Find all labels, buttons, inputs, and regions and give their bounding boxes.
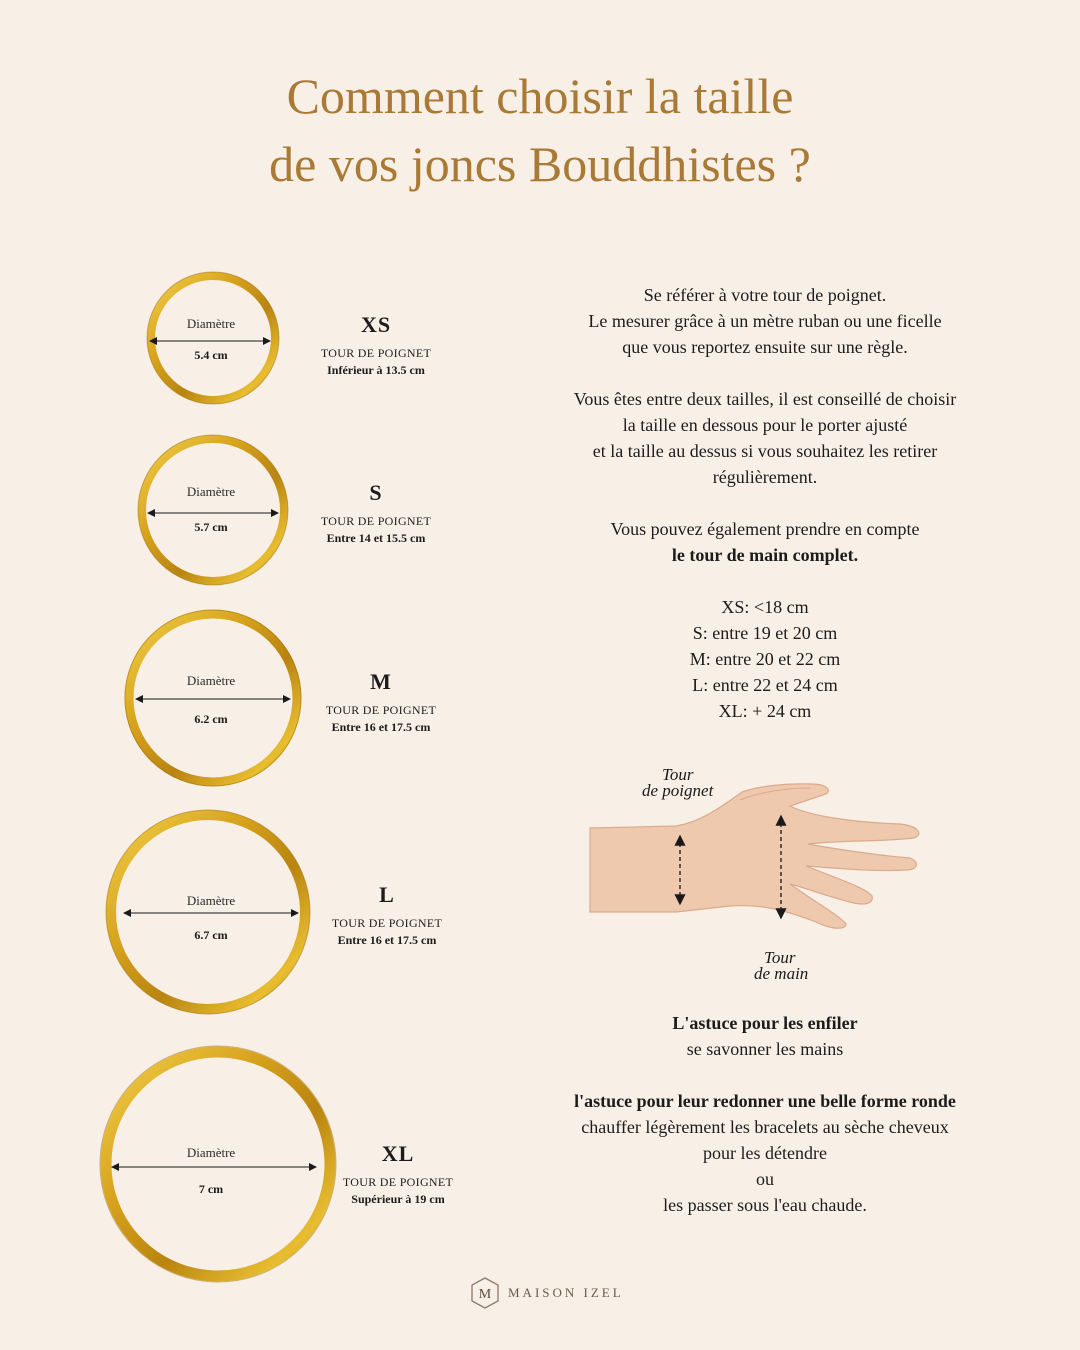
bangle-l xyxy=(106,810,310,1014)
size-xl xyxy=(313,1141,483,1207)
size-caption: TOUR DE POIGNET xyxy=(325,703,437,717)
title-line-2: de vos joncs Bouddhistes ? xyxy=(269,136,811,192)
size-caption: TOUR DE POIGNET xyxy=(331,916,443,930)
tip-title: L'astuce pour les enfiler xyxy=(672,1013,858,1033)
size-l xyxy=(302,882,472,948)
hand-size-s: S: entre 19 et 20 cm xyxy=(692,623,838,643)
size-range: Inférieur à 13.5 cm xyxy=(327,363,425,377)
size-xs xyxy=(291,312,461,378)
hand-size-l: L: entre 22 et 24 cm xyxy=(692,675,838,695)
tip-text: les passer sous l'eau chaude. xyxy=(663,1195,867,1215)
size-code: XS xyxy=(360,312,392,337)
wrist-label-line: de poignet xyxy=(642,781,714,800)
diameter-value-xl: 7 cm xyxy=(198,1182,224,1196)
bangle-s xyxy=(138,435,288,585)
diameter-label-xl: Diamètre xyxy=(186,1145,236,1160)
diameter-label-xs: Diamètre xyxy=(186,316,236,331)
guide-text: Vous pouvez également prendre en compte xyxy=(610,519,920,539)
guide-text: et la taille au dessus si vous souhaitez les retirer xyxy=(592,441,938,461)
hand-illustration xyxy=(590,781,919,928)
size-code: S xyxy=(369,480,383,505)
guide-text: Se référer à votre tour de poignet. xyxy=(643,285,887,305)
guide-text-bold: le tour de main complet. xyxy=(671,545,859,565)
hand-label-line: de main xyxy=(754,964,809,983)
size-code: XL xyxy=(381,1141,415,1166)
hand-label-line: Tour xyxy=(764,948,796,967)
size-range: Entre 14 et 15.5 cm xyxy=(326,531,426,545)
diameter-value-l: 6.7 cm xyxy=(194,928,228,942)
size-m xyxy=(296,669,466,735)
wrist-label-line: Tour xyxy=(662,765,694,784)
svg-text:M: M xyxy=(478,1287,492,1302)
tips xyxy=(520,1010,1010,1218)
tip-text: chauffer légèrement les bracelets au sèche cheveux xyxy=(581,1117,949,1137)
size-range: Entre 16 et 17.5 cm xyxy=(331,720,431,734)
hand-size-xs: XS: <18 cm xyxy=(721,597,809,617)
bangle-xs xyxy=(147,272,279,404)
brand-name: MAISON IZEL xyxy=(508,1285,624,1300)
size-s xyxy=(291,480,461,546)
diameter-label-m: Diamètre xyxy=(186,673,236,688)
tip-text: ou xyxy=(756,1169,774,1189)
hand-size-xl: XL: + 24 cm xyxy=(718,701,812,721)
guide-text: que vous reportez ensuite sur une règle. xyxy=(622,337,908,357)
guide-text: régulièrement. xyxy=(712,467,818,487)
hand-label xyxy=(754,948,809,983)
diameter-label-l: Diamètre xyxy=(186,893,236,908)
tip-title: l'astuce pour leur redonner une belle forme ronde xyxy=(574,1091,956,1111)
size-caption: TOUR DE POIGNET xyxy=(320,346,432,360)
size-code: M xyxy=(370,669,392,694)
bangle-m xyxy=(125,610,301,786)
sizing-guide xyxy=(520,282,1010,724)
size-range: Supérieur à 19 cm xyxy=(351,1192,445,1206)
wrist-label xyxy=(642,765,714,800)
size-code: L xyxy=(379,882,395,907)
guide-text: la taille en dessous pour le porter ajusté xyxy=(622,415,908,435)
guide-text: Le mesurer grâce à un mètre ruban ou une ficelle xyxy=(588,311,942,331)
bangle-xl xyxy=(100,1046,336,1282)
diameter-value-m: 6.2 cm xyxy=(194,712,228,726)
size-range: Entre 16 et 17.5 cm xyxy=(337,933,437,947)
tip-text: pour les détendre xyxy=(703,1143,827,1163)
guide-text: Vous êtes entre deux tailles, il est conseillé de choisir xyxy=(573,389,957,409)
brand-logo xyxy=(470,1276,624,1310)
diameter-label-s: Diamètre xyxy=(186,484,236,499)
title-line-1: Comment choisir la taille xyxy=(286,68,794,124)
diameter-value-s: 5.7 cm xyxy=(194,520,228,534)
tip-text: se savonner les mains xyxy=(686,1039,844,1059)
size-caption: TOUR DE POIGNET xyxy=(320,514,432,528)
monogram-icon xyxy=(470,1277,500,1309)
hand-size-m: M: entre 20 et 22 cm xyxy=(689,649,841,669)
diameter-value-xs: 5.4 cm xyxy=(194,348,228,362)
size-caption: TOUR DE POIGNET xyxy=(342,1175,454,1189)
